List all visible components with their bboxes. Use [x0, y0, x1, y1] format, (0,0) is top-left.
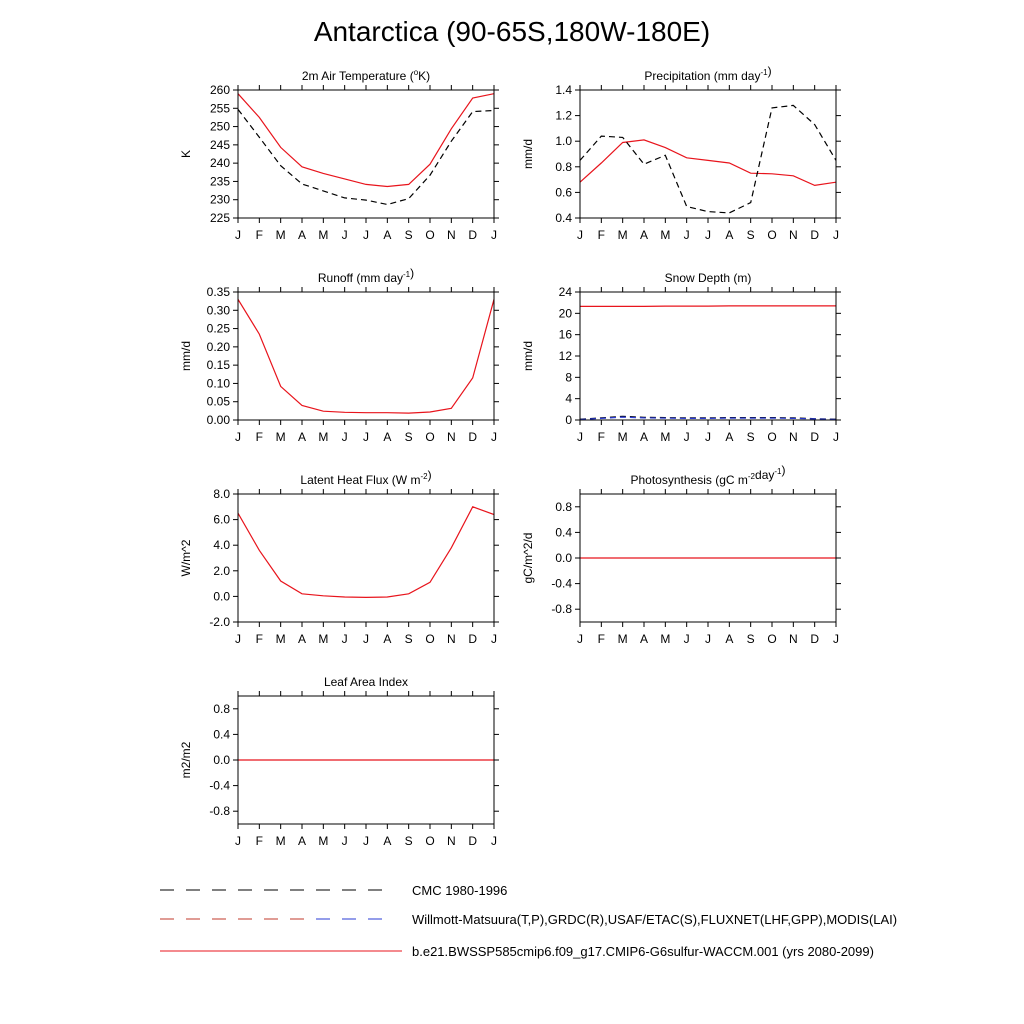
x-tick-label: J [683, 632, 690, 646]
x-tick-label: A [639, 632, 649, 646]
x-tick-label: M [617, 430, 628, 444]
plot-frame [238, 292, 494, 420]
y-axis-label: mm/d [521, 139, 535, 169]
x-tick-label: J [235, 834, 241, 848]
chart-panel-4 [179, 468, 499, 646]
series-line-0 [238, 507, 494, 598]
chart-panel-2 [179, 266, 499, 444]
x-tick-label: J [833, 632, 839, 646]
x-tick-label: O [425, 834, 435, 848]
x-tick-label: S [746, 430, 755, 444]
x-tick-label: N [446, 632, 456, 646]
y-tick-label: 1.0 [555, 134, 572, 149]
y-tick-label: -0.8 [209, 804, 230, 819]
x-tick-label: O [425, 228, 435, 242]
x-tick-label: J [577, 430, 583, 444]
x-tick-label: M [660, 632, 671, 646]
legend [160, 883, 897, 959]
y-tick-label: 0.20 [206, 339, 230, 354]
y-tick-label: 8 [565, 370, 572, 385]
x-tick-label: M [318, 632, 329, 646]
y-tick-label: 0.10 [206, 376, 230, 391]
y-tick-label: 0.0 [555, 551, 572, 565]
x-tick-label: S [404, 228, 413, 242]
x-tick-label: D [468, 632, 478, 646]
y-tick-label: -0.4 [551, 576, 572, 591]
x-tick-label: N [446, 430, 456, 444]
y-tick-label: 16 [558, 327, 572, 342]
plot-frame [238, 90, 494, 218]
x-tick-label: J [833, 430, 839, 444]
x-tick-label: M [275, 430, 286, 444]
x-tick-label: A [383, 632, 392, 646]
x-tick-label: J [363, 834, 369, 848]
x-tick-label: D [468, 430, 478, 444]
y-tick-label: 0.25 [206, 321, 230, 336]
panel-title: Runoff (mm day$^{-1}$) [317, 266, 415, 285]
x-tick-label: A [297, 228, 307, 242]
x-tick-label: S [404, 430, 413, 444]
x-tick-label: M [275, 228, 286, 242]
x-tick-label: M [318, 430, 329, 444]
x-tick-label: O [767, 228, 777, 242]
x-tick-label: D [810, 430, 820, 444]
panel-title: 2m Air Temperature ($^o$K) [301, 68, 431, 83]
y-tick-label: 245 [209, 137, 230, 152]
y-tick-label: 0.30 [206, 303, 230, 318]
y-tick-label: 0.8 [555, 159, 572, 174]
x-tick-label: J [235, 228, 241, 242]
x-tick-label: F [597, 228, 606, 242]
y-tick-label: 260 [209, 83, 230, 97]
panel-title: Precipitation (mm day$^{-1}$) [644, 64, 772, 83]
x-tick-label: J [577, 632, 583, 646]
x-tick-label: M [617, 632, 628, 646]
y-tick-label: 0.8 [555, 499, 572, 514]
x-tick-label: J [363, 430, 369, 444]
x-tick-label: F [597, 430, 606, 444]
x-tick-label: J [683, 228, 690, 242]
y-tick-label: 250 [209, 119, 230, 134]
x-tick-label: O [425, 632, 435, 646]
series-line-0 [580, 306, 836, 307]
legend-label: b.e21.BWSSP585cmip6.f09_g17.CMIP6-G6sulfur-WACCM.001 (yrs 2080-2099) [412, 944, 874, 959]
x-tick-label: A [297, 834, 307, 848]
x-tick-label: D [810, 632, 820, 646]
x-tick-label: M [318, 834, 329, 848]
series-line-1 [580, 105, 836, 212]
x-tick-label: J [341, 228, 348, 242]
x-tick-label: J [363, 632, 369, 646]
y-tick-label: 240 [209, 156, 230, 171]
y-axis-label: W/m^2 [179, 539, 193, 577]
y-tick-label: 12 [558, 349, 572, 363]
x-tick-label: N [788, 228, 798, 242]
y-tick-label: 255 [209, 101, 230, 116]
y-axis-label: mm/d [179, 341, 193, 371]
y-tick-label: 1.4 [555, 83, 572, 97]
plot-frame [238, 494, 494, 622]
series-line-0 [580, 140, 836, 186]
x-tick-label: D [468, 228, 478, 242]
plot-frame [580, 90, 836, 218]
y-tick-label: 230 [209, 192, 230, 207]
x-tick-label: F [597, 632, 606, 646]
y-tick-label: 1.2 [555, 108, 572, 123]
x-tick-label: A [725, 228, 734, 242]
x-tick-label: F [255, 228, 264, 242]
series-line-0 [238, 299, 494, 413]
x-tick-label: M [660, 430, 671, 444]
series-line-2 [580, 417, 836, 419]
x-tick-label: S [746, 228, 755, 242]
x-tick-label: A [297, 632, 307, 646]
y-tick-label: 0.8 [213, 701, 230, 716]
x-tick-label: M [617, 228, 628, 242]
x-tick-label: S [404, 632, 413, 646]
x-tick-label: F [255, 632, 264, 646]
x-tick-label: J [341, 632, 348, 646]
y-tick-label: 0.15 [206, 358, 230, 373]
x-tick-label: J [705, 632, 711, 646]
plot-frame [580, 292, 836, 420]
x-tick-label: D [810, 228, 820, 242]
y-tick-label: 0.00 [206, 413, 230, 427]
x-tick-label: N [446, 228, 456, 242]
y-tick-label: 0.6 [555, 185, 572, 200]
panel-title: Leaf Area Index [323, 675, 409, 689]
y-tick-label: 225 [209, 211, 230, 225]
panel-title: Photosynthesis (gC $m^{-2}day^{-1}$) [630, 463, 786, 487]
y-tick-label: 4.0 [213, 538, 230, 553]
x-tick-label: F [255, 430, 264, 444]
chart-panel-3 [521, 271, 841, 444]
x-tick-label: A [383, 228, 392, 242]
legend-label: Willmott-Matsuura(T,P),GRDC(R),USAF/ETAC(S),FLUXNET(LHF,GPP),MODIS(LAI) [412, 912, 898, 927]
y-axis-label: gC/m^2/d [521, 532, 535, 584]
x-tick-label: A [383, 834, 392, 848]
x-tick-label: F [255, 834, 264, 848]
y-tick-label: 0.05 [206, 394, 230, 409]
x-tick-label: J [705, 430, 711, 444]
y-tick-label: 8.0 [213, 487, 230, 501]
x-tick-label: J [341, 834, 348, 848]
figure-title: Antarctica (90-65S,180W-180E) [313, 16, 711, 47]
x-tick-label: J [235, 632, 241, 646]
y-tick-label: 0.35 [206, 285, 230, 299]
y-tick-label: 0.0 [213, 589, 230, 604]
y-axis-label: m2/m2 [179, 741, 193, 779]
x-tick-label: J [683, 430, 690, 444]
x-tick-label: N [788, 430, 798, 444]
chart-panel-5 [521, 463, 841, 646]
y-tick-label: 2.0 [213, 563, 230, 578]
x-tick-label: J [235, 430, 241, 444]
x-tick-label: J [577, 228, 583, 242]
x-tick-label: J [491, 632, 497, 646]
x-tick-label: M [318, 228, 329, 242]
chart-panel-1 [521, 64, 841, 242]
y-tick-label: 0.4 [555, 525, 572, 540]
y-tick-label: 20 [558, 306, 572, 321]
x-tick-label: A [297, 430, 307, 444]
x-tick-label: J [491, 228, 497, 242]
chart-panel-6 [179, 675, 499, 848]
x-tick-label: J [363, 228, 369, 242]
y-tick-label: -0.4 [209, 778, 230, 793]
series-line-1 [238, 109, 494, 204]
x-tick-label: J [705, 228, 711, 242]
x-tick-label: A [383, 430, 392, 444]
x-tick-label: J [833, 228, 839, 242]
y-tick-label: 4 [565, 391, 572, 406]
x-tick-label: N [446, 834, 456, 848]
x-tick-label: M [660, 228, 671, 242]
x-tick-label: A [639, 228, 649, 242]
y-tick-label: 0 [565, 413, 572, 427]
y-tick-label: 0.4 [213, 727, 230, 742]
x-tick-label: M [275, 834, 286, 848]
panel-title: Snow Depth (m) [664, 271, 752, 285]
x-tick-label: D [468, 834, 478, 848]
y-tick-label: -0.8 [551, 602, 572, 617]
x-tick-label: J [491, 834, 497, 848]
y-tick-label: -2.0 [209, 615, 230, 629]
series-line-0 [238, 94, 494, 187]
x-tick-label: O [767, 430, 777, 444]
y-axis-label: mm/d [521, 341, 535, 371]
y-tick-label: 24 [558, 285, 572, 299]
panel-title: Latent Heat Flux (W $m^{-2}$) [300, 468, 432, 487]
x-tick-label: J [341, 430, 348, 444]
y-tick-label: 0.4 [555, 211, 572, 225]
x-tick-label: S [404, 834, 413, 848]
x-tick-label: A [725, 632, 734, 646]
x-tick-label: A [639, 430, 649, 444]
x-tick-label: J [491, 430, 497, 444]
x-tick-label: N [788, 632, 798, 646]
y-tick-label: 235 [209, 174, 230, 189]
x-tick-label: A [725, 430, 734, 444]
x-tick-label: M [275, 632, 286, 646]
y-tick-label: 0.0 [213, 753, 230, 767]
series-line-1 [580, 416, 836, 419]
legend-label: CMC 1980-1996 [412, 883, 508, 898]
y-axis-label: K [179, 149, 193, 159]
x-tick-label: S [746, 632, 755, 646]
chart-panel-0 [179, 68, 499, 242]
x-tick-label: O [767, 632, 777, 646]
y-tick-label: 6.0 [213, 512, 230, 527]
x-tick-label: O [425, 430, 435, 444]
